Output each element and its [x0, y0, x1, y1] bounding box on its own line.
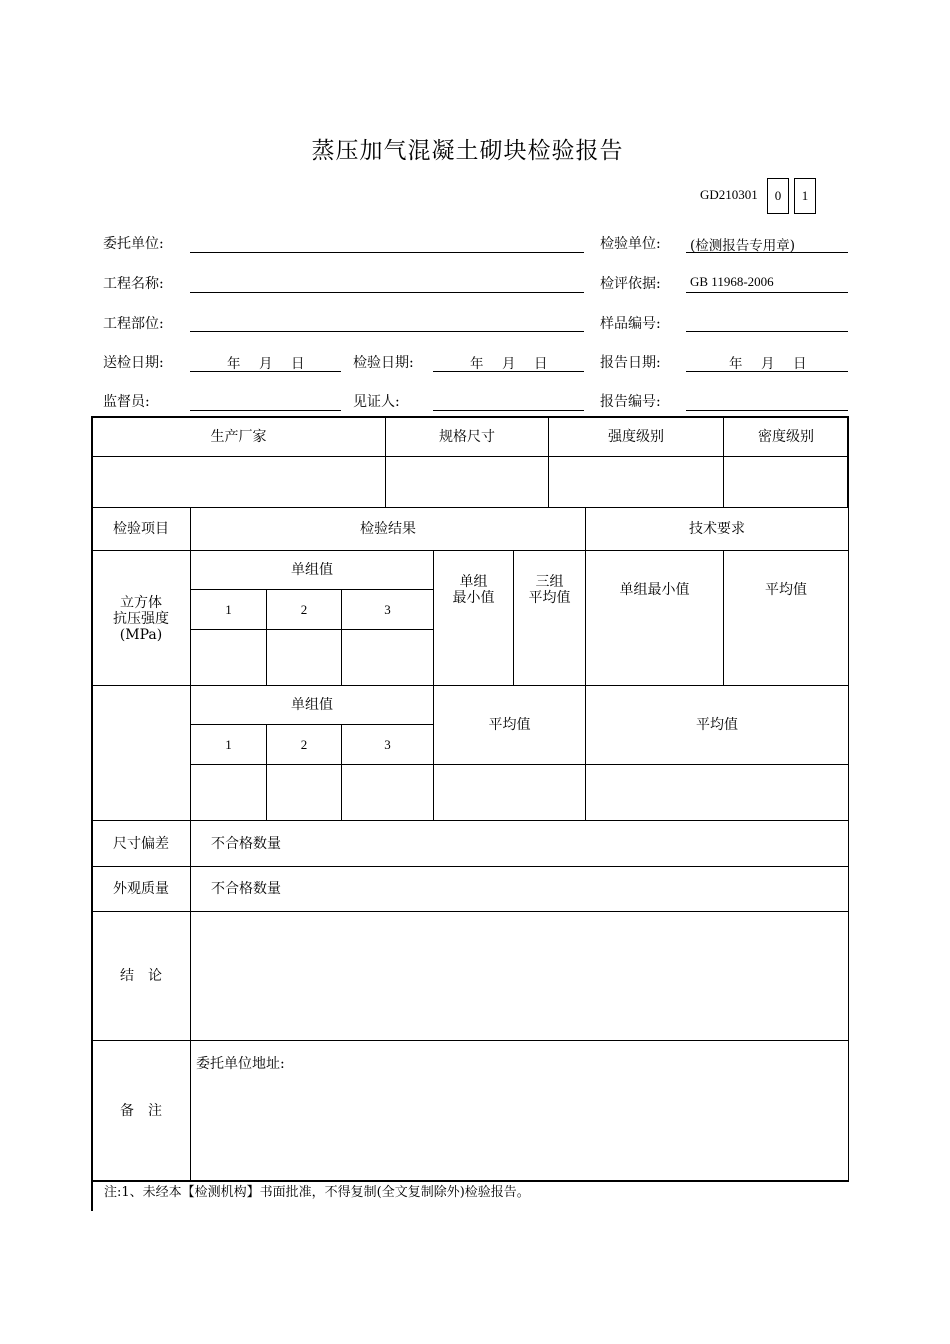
basis-label: 检评依据: — [600, 276, 661, 292]
conclusion-label: 结 论 — [120, 968, 162, 984]
submit-date-month: 月 — [259, 356, 273, 372]
client-field[interactable] — [190, 252, 584, 253]
report-no-field[interactable] — [686, 410, 848, 411]
project-part-field[interactable] — [190, 331, 584, 332]
sample-no-label: 样品编号: — [600, 316, 661, 332]
density-grade-value[interactable] — [724, 457, 848, 507]
report-date-label: 报告日期: — [600, 355, 661, 371]
form-code-box-1: 0 — [767, 178, 789, 214]
report-date-year: 年 — [729, 356, 743, 372]
witness-label: 见证人: — [353, 394, 400, 410]
report-date-field[interactable] — [686, 371, 848, 372]
project-name-field[interactable] — [190, 292, 584, 293]
test-date-field[interactable] — [433, 371, 584, 372]
supervisor-label: 监督员: — [103, 394, 150, 410]
form-code-prefix: GD210301 — [700, 187, 758, 202]
form-code-box-2: 1 — [794, 178, 816, 214]
single-group-value-header: 单组值 — [291, 562, 333, 578]
conclusion-field[interactable] — [191, 912, 848, 1040]
test-date-day: 日 — [534, 356, 548, 372]
appearance-nonconforming-label: 不合格数量 — [211, 881, 281, 897]
strength-grade-header: 强度级别 — [608, 428, 664, 445]
col-1-header: 1 — [225, 601, 232, 617]
cube-strength-label: 立方体 抗压强度 (MPa) — [113, 595, 169, 643]
sample-no-field[interactable] — [686, 331, 848, 332]
client-label: 委托单位: — [103, 236, 164, 252]
submit-date-field[interactable] — [190, 371, 341, 372]
three-group-avg-header: 三组 平均值 — [528, 574, 571, 606]
test-date-month: 月 — [502, 356, 516, 372]
col-3-header-2: 3 — [384, 736, 391, 752]
test-result-header: 检验结果 — [360, 521, 416, 537]
inspector-unit-value: (检测报告专用章) — [690, 238, 796, 254]
single-group-min-req-header: 单组最小值 — [619, 582, 690, 598]
footnote: 注:1、未经本【检测机构】书面批准，不得复制(全文复制除外)检验报告。 — [104, 1185, 530, 1200]
average-req-header-2: 平均值 — [696, 717, 738, 733]
project-name-label: 工程名称: — [103, 276, 164, 292]
spec-size-header: 规格尺寸 — [439, 428, 495, 445]
spec-size-value[interactable] — [386, 457, 548, 507]
second-item-label — [92, 686, 190, 820]
report-date-month: 月 — [761, 356, 775, 372]
witness-field[interactable] — [433, 410, 584, 411]
test-item-header: 检验项目 — [113, 521, 169, 537]
submit-date-year: 年 — [227, 356, 241, 372]
submit-date-day: 日 — [291, 356, 305, 372]
project-part-label: 工程部位: — [103, 316, 164, 332]
dimension-nonconforming-label: 不合格数量 — [211, 835, 281, 852]
basis-field[interactable] — [686, 292, 848, 293]
col-2-header: 2 — [300, 601, 308, 617]
basis-value: GB 11968-2006 — [690, 274, 774, 289]
manufacturer-value[interactable] — [92, 457, 385, 507]
col-2-header-2: 2 — [300, 736, 308, 752]
average-result-header: 平均值 — [488, 717, 531, 733]
inspector-unit-label: 检验单位: — [600, 236, 661, 252]
test-date-label: 检验日期: — [353, 355, 414, 371]
report-no-label: 报告编号: — [600, 394, 661, 410]
tech-requirement-header: 技术要求 — [689, 521, 745, 537]
strength-grade-value[interactable] — [549, 457, 723, 507]
density-grade-header: 密度级别 — [758, 428, 814, 445]
test-date-year: 年 — [470, 356, 484, 372]
dimension-deviation-label: 尺寸偏差 — [113, 835, 169, 852]
single-group-min-header: 单组 最小值 — [452, 574, 495, 606]
page-title: 蒸压加气混凝土砌块检验报告 — [311, 138, 624, 164]
manufacturer-header: 生产厂家 — [210, 428, 267, 445]
col-3-header: 3 — [384, 601, 391, 617]
supervisor-field[interactable] — [190, 410, 341, 411]
report-date-day: 日 — [793, 356, 807, 372]
single-group-value-header-2: 单组值 — [291, 697, 333, 713]
col-1-header-2: 1 — [225, 736, 232, 752]
average-req-header: 平均值 — [765, 582, 807, 598]
appearance-quality-label: 外观质量 — [113, 881, 169, 897]
remarks-label: 备 注 — [120, 1102, 162, 1119]
inspector-unit-field[interactable] — [686, 252, 848, 253]
client-address-label: 委托单位地址: — [196, 1056, 285, 1072]
submit-date-label: 送检日期: — [103, 355, 164, 371]
